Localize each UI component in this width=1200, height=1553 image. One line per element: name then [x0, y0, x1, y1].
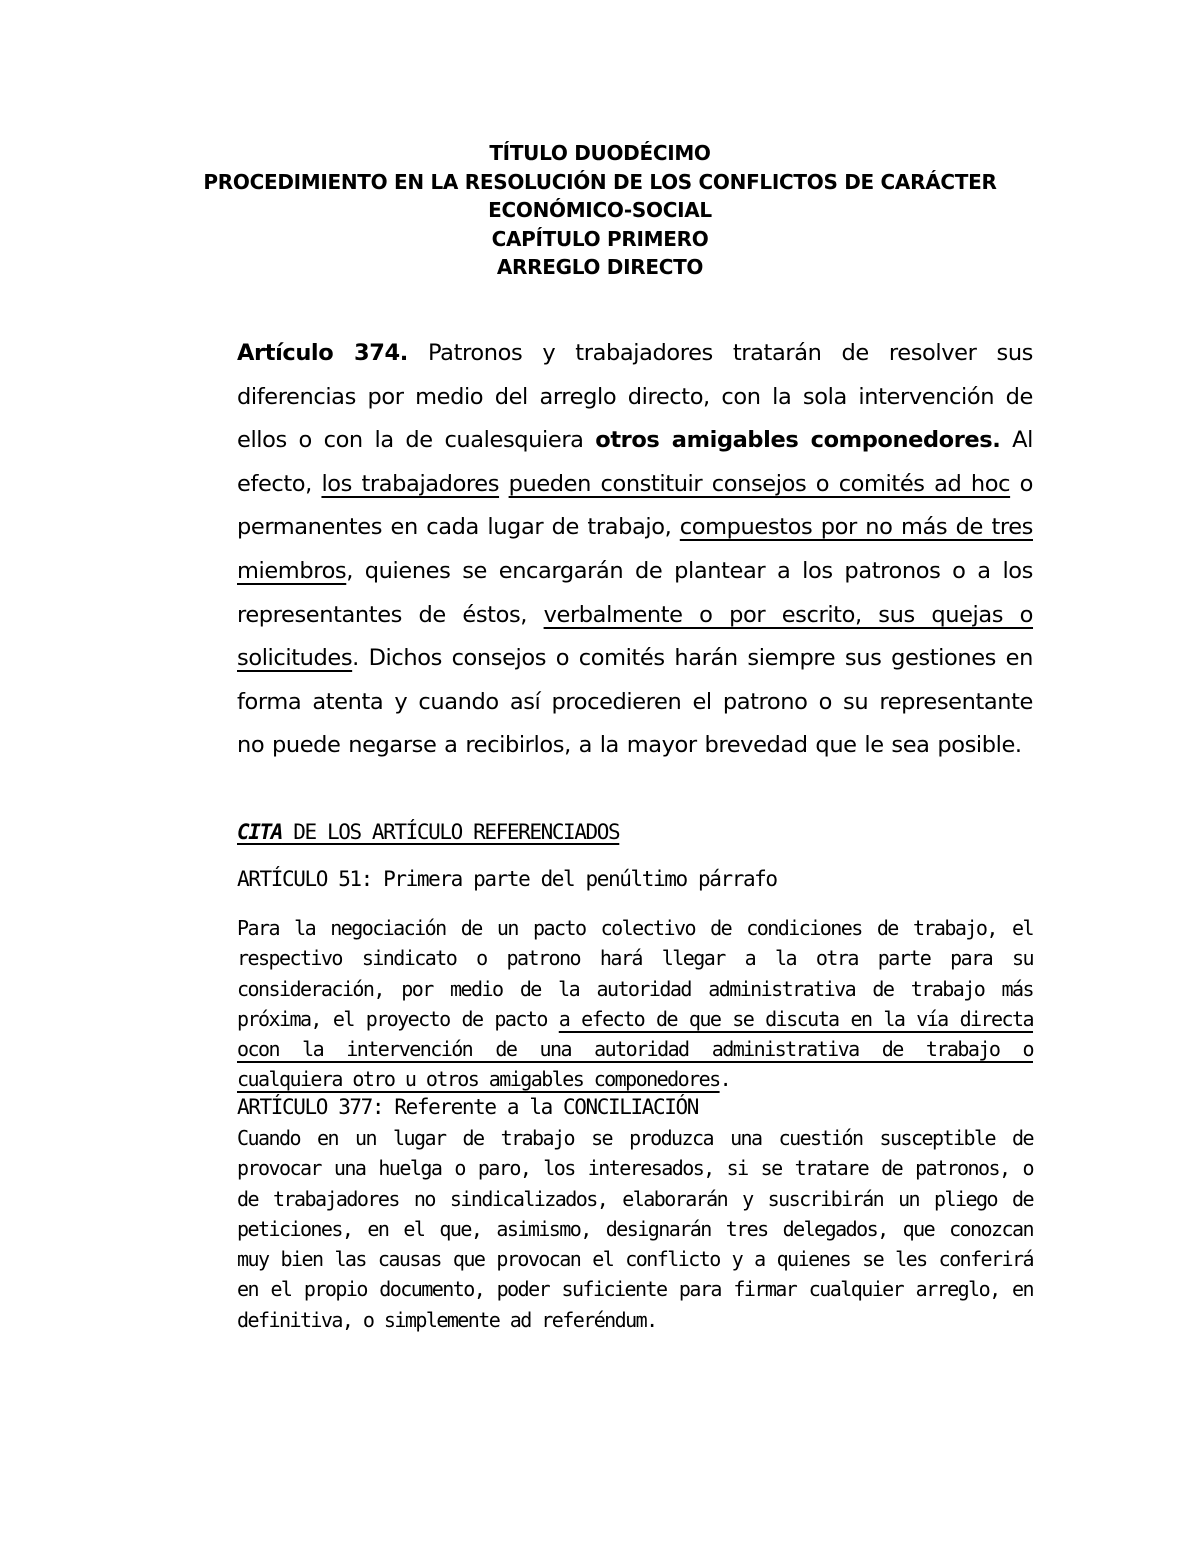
article-text	[499, 471, 509, 497]
underlined-phrase: verbalmente o por escrito, sus quejas o solicitudes	[237, 601, 1034, 672]
article-text: , quienes se encargarán de plantear a los patronos o a los representantes de éstos,	[237, 557, 1033, 628]
article-377-title: ARTÍCULO 377: Referente a la CONCILIACIÓN	[237, 1095, 698, 1119]
article-374-paragraph	[237, 332, 1033, 768]
section-heading-continued: ECONÓMICO-SOCIAL	[488, 198, 712, 222]
underlined-phrase: a efecto de que se discuta en la vía directa ocon la intervención de una autoridad administrativa de trabajo o cualquiera otro u otros amigables componedores	[237, 1006, 1034, 1092]
underlined-phrase: pueden constituir consejos o comités ad hoc	[508, 470, 1011, 497]
chapter-title: ARREGLO DIRECTO	[496, 255, 704, 279]
article-374-label: Artículo 374.	[237, 340, 408, 366]
section-heading: PROCEDIMIENTO EN LA RESOLUCIÓN DE LOS CONFLICTOS DE CARÁCTER	[203, 169, 997, 194]
cita-heading-text: DE LOS ARTÍCULO REFERENCIADOS	[281, 820, 620, 844]
document-header	[200, 139, 1000, 282]
article-text: o permanentes en cada lugar de trabajo,	[237, 470, 1033, 541]
cita-word: CITA	[237, 820, 282, 844]
underlined-phrase: compuestos por no más de tres miembros	[237, 514, 1033, 584]
title-heading: TÍTULO DUODÉCIMO	[489, 141, 711, 165]
article-text: Patronos y trabajadores tratarán de resolver sus diferencias por medio del arreglo directo, con la sola intervención de ellos o con la de cualesquiera	[237, 340, 1034, 454]
article-51-text-end: .	[719, 1067, 731, 1092]
underlined-phrase: los trabajadores	[321, 470, 500, 497]
article-text: . Dichos consejos o comités harán siempre sus gestiones en forma atenta y cuando así procedieren el patrono o su representante no puede negarse a recibirlos, a la mayor brevedad que le sea posible.	[237, 645, 1033, 759]
article-text: Al efecto,	[237, 427, 1033, 497]
article-51-text: Para la negociación de un pacto colectivo de condiciones de trabajo, el respectivo sindicato o patrono hará llegar a la otra parte para su consideración, por medio de la autoridad administrativa de trabajo más próxima, el proyecto de pacto	[237, 916, 1033, 1031]
article-377-paragraph: Cuando en un lugar de trabajo se produzca una cuestión susceptible de provocar una huelga o paro, los interesados, si se tratare de patronos, o de trabajadores no sindicalizados, elaborarán y suscribirán un pliego de peticiones, en el que, asimismo, designarán tres delegados, que conozcan muy bien las causas que provocan el conflicto y a quienes se les conferirá en el propio documento, poder suficiente para firmar cualquier arreglo, en definitiva, o simplemente ad referéndum.	[237, 1126, 1033, 1332]
article-51-title: ARTÍCULO 51: Primera parte del penúltimo párrafo	[237, 867, 777, 891]
chapter-heading: CAPÍTULO PRIMERO	[491, 226, 709, 251]
cita-heading	[237, 816, 1033, 848]
article-51-paragraph	[237, 913, 1033, 1095]
cita-heading-underline	[237, 820, 619, 844]
bold-phrase: otros amigables componedores.	[595, 427, 1001, 454]
